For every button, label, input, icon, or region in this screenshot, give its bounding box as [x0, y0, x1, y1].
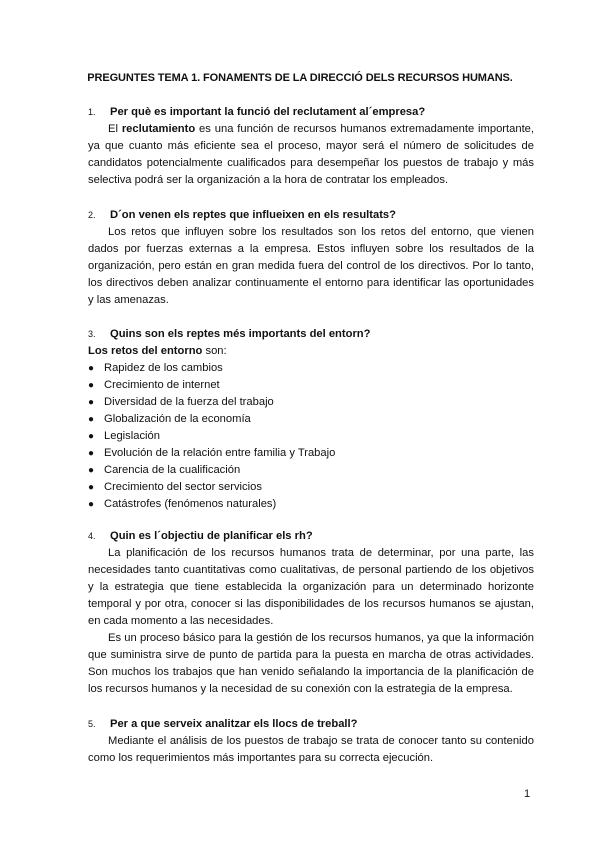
bullet-icon: ● — [88, 397, 95, 408]
list-item-text: Carencia de la cualificación — [104, 464, 241, 476]
answer-3-intro — [88, 343, 534, 360]
list-item-text: Catástrofes (fenómenos naturales) — [104, 498, 277, 510]
question-number: 3. — [88, 329, 96, 339]
list-item — [88, 394, 534, 411]
answer-3-keyword: Los retos del entorno — [88, 345, 203, 357]
question-text: Quin es l´objectiu de planificar els rh? — [110, 530, 313, 542]
question-4 — [88, 528, 534, 698]
list-item — [88, 496, 534, 513]
question-4-heading — [88, 528, 534, 545]
question-1-heading — [88, 104, 534, 121]
answer-2: Los retos que influyen sobre los resultados son los retos del entorno, que vienen dados por fuerzas externas a la empresa. Estos influyen sobre los resultados de la organización, pero están en gran medida fuera del control de los directivos. Por lo tanto, los directivos deben analizar continuamente el entorno para identificar las oportunidades y las amenazas. — [88, 226, 534, 306]
question-number: 1. — [88, 107, 96, 117]
answer-1-pre: El — [108, 123, 122, 135]
list-item-text: Globalización de la economía — [104, 413, 251, 425]
bullet-icon: ● — [88, 380, 95, 391]
answer-1-keyword: reclutamiento — [121, 123, 196, 135]
question-1 — [88, 104, 534, 189]
list-item-text: Diversidad de la fuerza del trabajo — [104, 396, 274, 408]
answer-4-paragraph-1: La planificación de los recursos humanos trata de determinar, por una parte, las necesidades tanto cuantitativas como cualitativas, de personal partiendo de los objetivos y la estrategia que tiene establecida la organización para un determinado horizonte temporal y por otra, conocer si las disponibilidades de los recursos humanos se ajustan, en cada momento a las necesidades. — [88, 547, 534, 627]
question-text: D´on venen els reptes que influeixen en els resultats? — [110, 209, 396, 221]
list-item — [88, 479, 534, 496]
question-number: 4. — [88, 531, 96, 541]
bullet-icon: ● — [88, 431, 95, 442]
bullet-icon: ● — [88, 499, 95, 510]
question-number: 5. — [88, 719, 96, 729]
bullet-icon: ● — [88, 482, 95, 493]
bullet-icon: ● — [88, 414, 95, 425]
list-item — [88, 360, 534, 377]
answer-3-intro-post: son: — [202, 345, 227, 357]
question-text: Per què es important la funció del reclutament al´empresa? — [110, 106, 426, 118]
list-item-text: Legislación — [104, 430, 160, 442]
question-3 — [88, 326, 534, 513]
list-item-text: Evolución de la relación entre familia y Trabajo — [104, 447, 336, 459]
question-5-heading — [88, 716, 534, 733]
question-2 — [88, 207, 534, 309]
list-item — [88, 411, 534, 428]
question-text: Quins son els reptes més importants del entorn? — [110, 328, 371, 340]
answer-5: Mediante el análisis de los puestos de trabajo se trata de conocer tanto su contenido como los requerimientos más importantes para su correcta ejecución. — [88, 735, 534, 764]
list-item — [88, 428, 534, 445]
bullet-icon: ● — [88, 465, 95, 476]
list-item — [88, 377, 534, 394]
question-5 — [88, 716, 534, 767]
page-number: 1 — [524, 788, 531, 800]
list-item — [88, 462, 534, 479]
answer-4-paragraph-2: Es un proceso básico para la gestión de los recursos humanos, ya que la información que suministra sirve de punto de partida para la puesta en marcha de otras actividades. Son muchos los trabajos que han venido señalando la importancia de la planificación de los recursos humanos y la necesidad de su conexión con la estrategia de la empresa. — [88, 632, 534, 695]
challenges-list — [88, 360, 534, 513]
question-text: Per a que serveix analitzar els llocs de treball? — [110, 718, 358, 730]
bullet-icon: ● — [88, 448, 95, 459]
page-title: PREGUNTES TEMA 1. FONAMENTS DE LA DIRECCIÓ DELS RECURSOS HUMANS. — [87, 72, 513, 84]
question-3-heading — [88, 326, 534, 343]
question-number: 2. — [88, 210, 96, 220]
bullet-icon: ● — [88, 363, 95, 374]
list-item — [88, 445, 534, 462]
list-item-text: Crecimiento del sector servicios — [104, 481, 262, 493]
answer-1 — [88, 121, 534, 189]
answer-1-post: es una función de recursos humanos extremadamente importante, ya que cuanto más eficiente sea el proceso, mayor será el número de solicitudes de candidatos potencialmente cualificados para desempeñar los puestos de trabajo y más selectiva podrá ser la organización a la hora de contratar los empleados. — [88, 123, 535, 186]
list-item-text: Rapidez de los cambios — [104, 362, 223, 374]
list-item-text: Crecimiento de internet — [104, 379, 220, 391]
question-2-heading — [88, 207, 534, 224]
